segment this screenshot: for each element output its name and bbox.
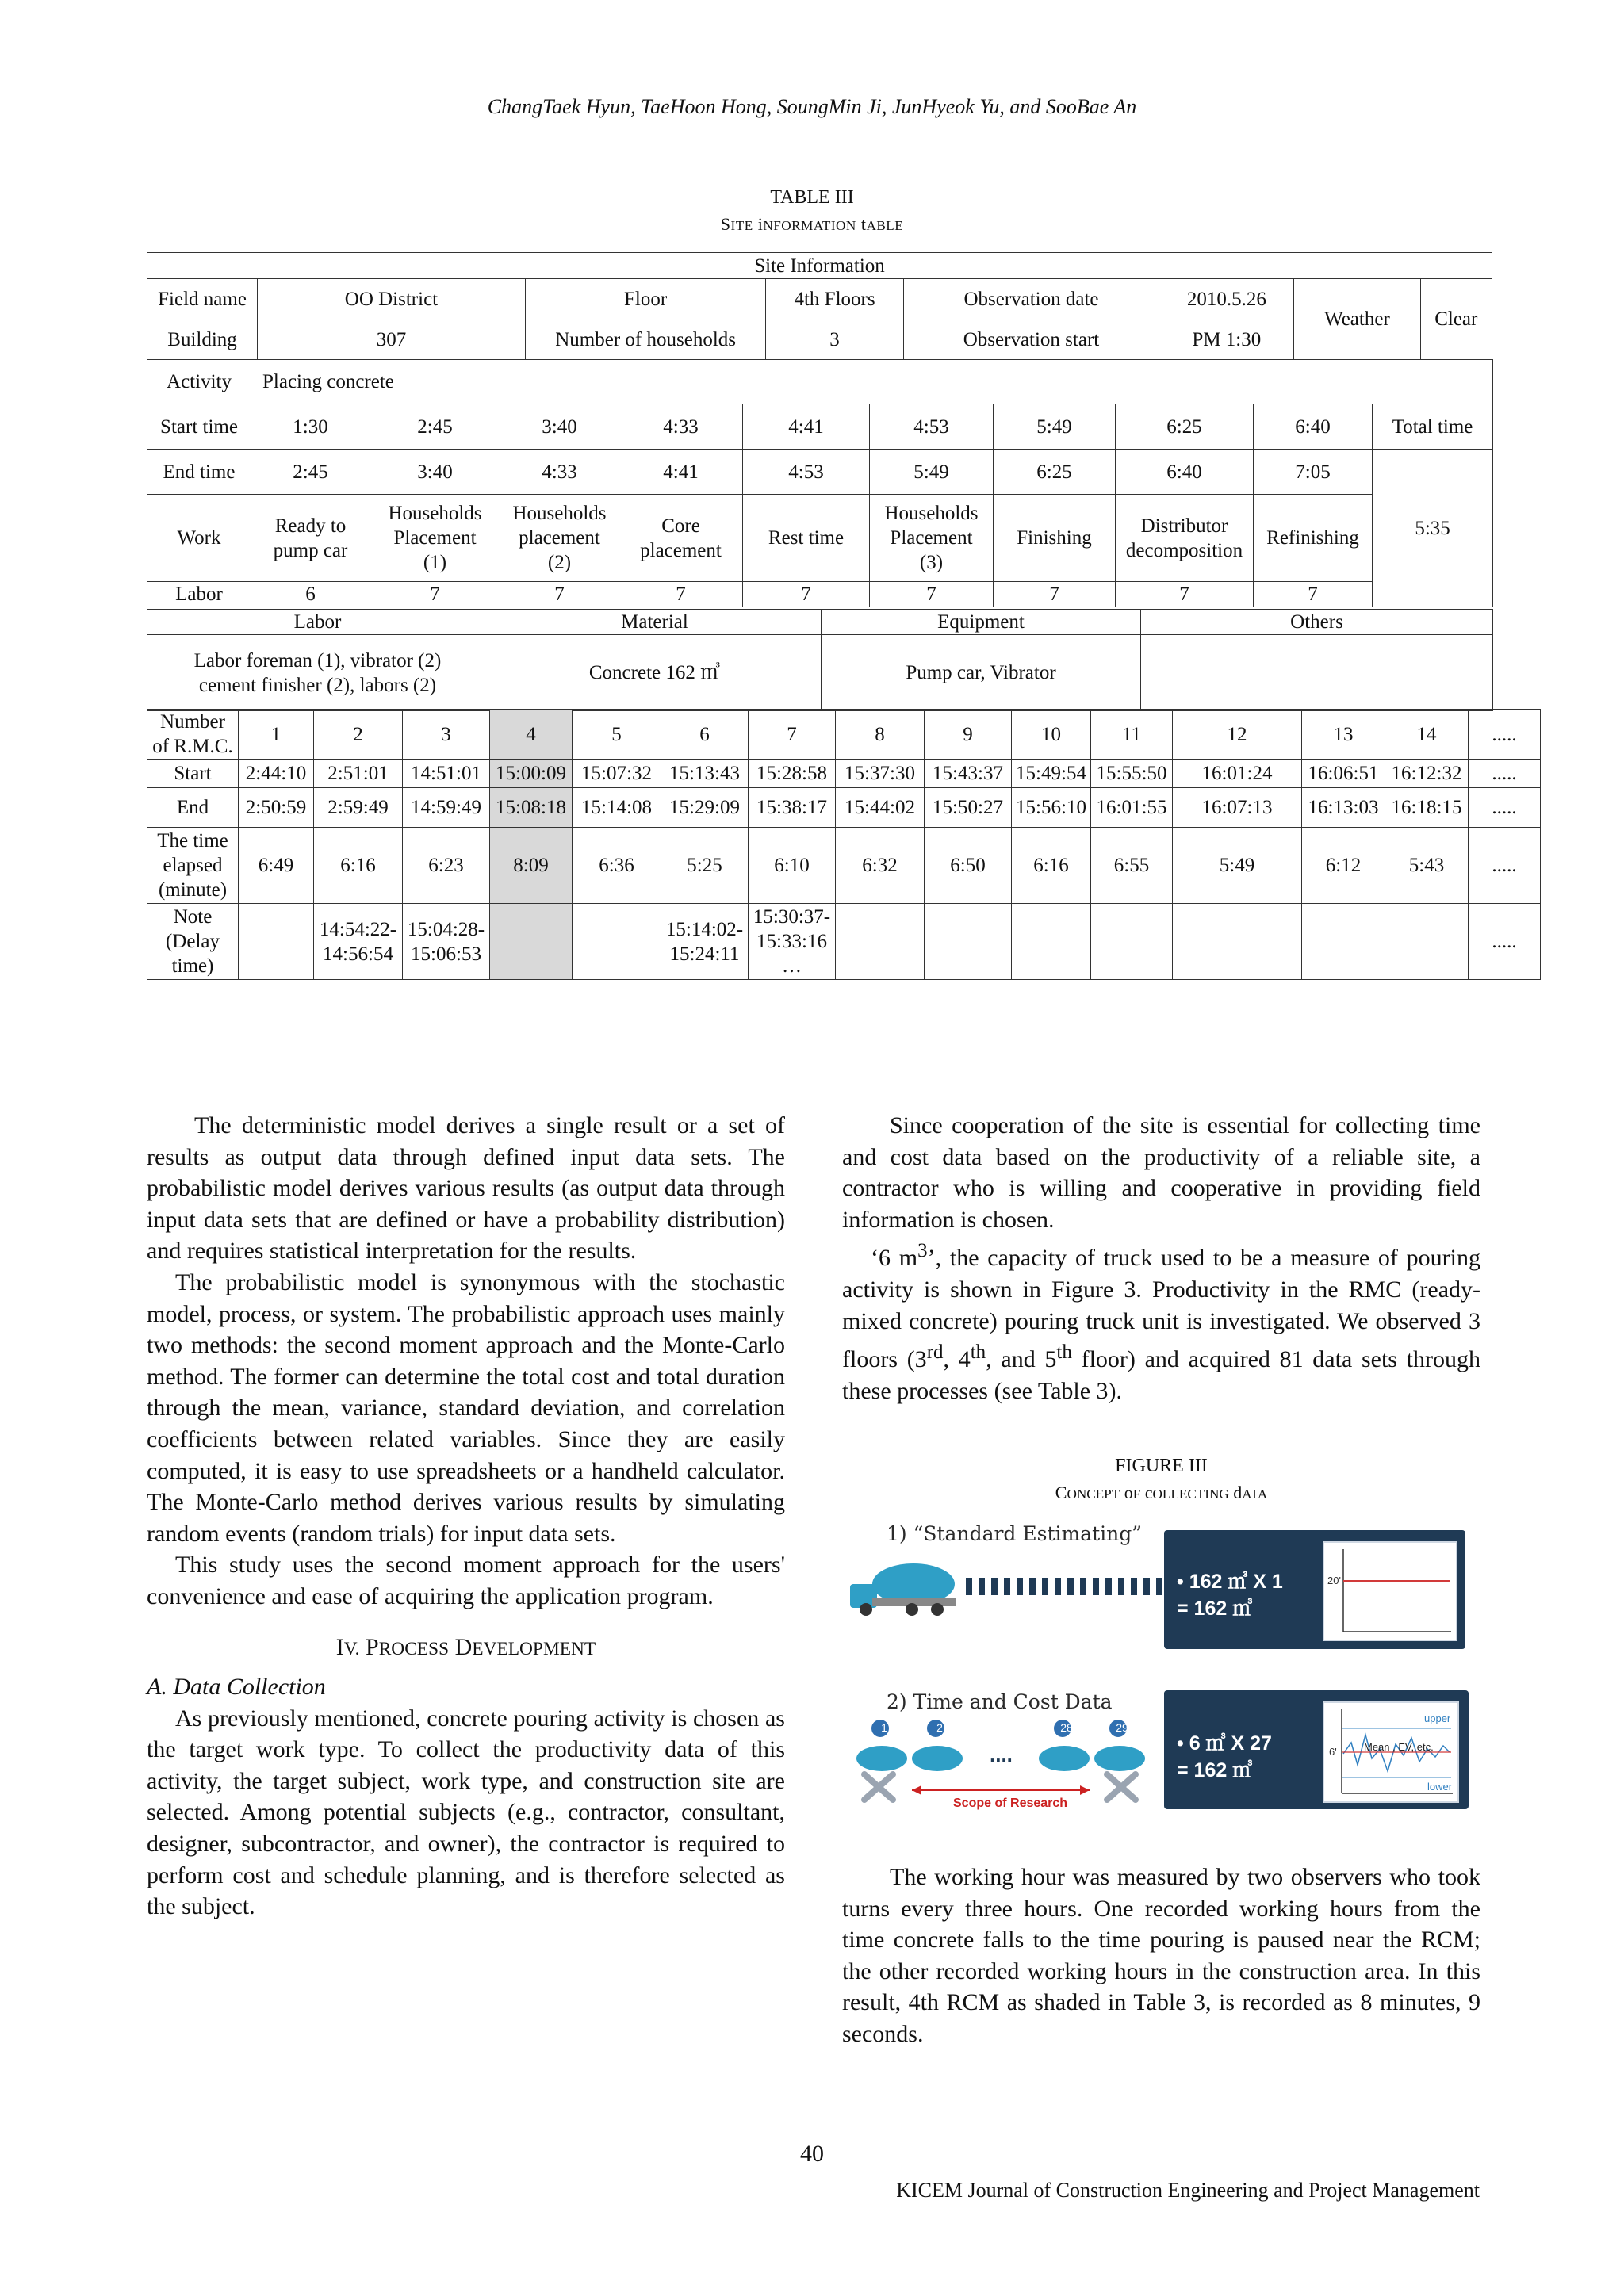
end-time-3: 4:33: [500, 450, 619, 495]
rmc-start-1: 2:44:10: [239, 760, 314, 788]
figure-panel-standard-estimating: [848, 1522, 1459, 1649]
work-item-5: Rest time: [743, 495, 870, 582]
rmc-start-12: 16:01:24: [1173, 760, 1302, 788]
rmc-start-label: Start: [147, 760, 239, 788]
running-head: ChangTaek Hyun, TaeHoon Hong, SoungMin Ji, JunHyeok Yu, and SooBae An: [487, 95, 1137, 118]
rmc-number-5: 5: [573, 710, 661, 760]
rmc-end-12: 16:07:13: [1173, 788, 1302, 828]
work-item-7: Finishing: [994, 495, 1116, 582]
start-time-4: 4:33: [619, 404, 743, 450]
figure-panel-time-cost: [848, 1679, 1459, 1814]
rmc-elapsed-11: 6:55: [1091, 828, 1173, 904]
paragraph-truck-capacity: ‘6 $m^3$’, the capacity of truck used to be a measure of pouring activity is shown in Figure 3. Productivity in the RMC (ready-mixed concrete) pouring truck unit is investigated. We observed 3 floors (3rd, 4th, and 5th floor) and acquired 81 data sets through these processes (see Table 3).: [842, 1240, 1481, 1404]
rmc-end-13: 16:13:03: [1302, 788, 1385, 828]
work-schedule-table: [147, 359, 1493, 607]
rmc-start-2: 2:51:01: [314, 760, 403, 788]
work-item-8: Distributor decomposition: [1116, 495, 1254, 582]
labor-count-1: 6: [251, 582, 370, 607]
rmc-elapsed-5: 6:36: [573, 828, 661, 904]
rmc-note-15: .....: [1469, 904, 1541, 980]
labor-count-9: 7: [1254, 582, 1373, 607]
work-item-4: Core placement: [619, 495, 743, 582]
resource-header-1: Labor: [147, 610, 488, 635]
resource-header-4: Others: [1141, 610, 1493, 635]
rmc-elapsed-8: 6:32: [836, 828, 925, 904]
paragraph-working-hour: The working hour was measured by two observers who took turns every three hours. One recorded working hours from the time concrete falls to the time pouring is paused near the RCM; the other recorded working hours in the construction area. In this result, 4th RCM as shaded in Table 3, is recorded as 8 minutes, 9 seconds.: [842, 1864, 1480, 2047]
rmc-end-1: 2:50:59: [239, 788, 314, 828]
rmc-elapsed-6: 5:25: [661, 828, 749, 904]
total-time-value: 5:35: [1373, 450, 1493, 607]
rmc-end-6: 15:29:09: [661, 788, 749, 828]
panel1-plot: [1323, 1541, 1457, 1641]
observation-start-label: Observation start: [903, 320, 1159, 360]
site-information-table: [147, 252, 1492, 360]
work-label: Work: [147, 495, 251, 582]
start-time-3: 3:40: [500, 404, 619, 450]
panel2-legend-label: Mean , EV, etc.: [1364, 1741, 1434, 1753]
truck-number-1: 1: [881, 1721, 887, 1734]
work-item-3: Households placement (2): [500, 495, 619, 582]
rmc-number-7: 7: [749, 710, 836, 760]
panel2-result-box: [1164, 1690, 1469, 1809]
rmc-note-14: [1385, 904, 1469, 980]
resource-value-3: Pump car, Vibrator: [822, 635, 1141, 711]
labor-count-3: 7: [500, 582, 619, 607]
start-time-2: 2:45: [370, 404, 500, 450]
observation-date-value: 2010.5.26: [1159, 279, 1294, 320]
rmc-elapsed-3: 6:23: [403, 828, 490, 904]
rmc-start-8: 15:37:30: [836, 760, 925, 788]
rmc-number-12: 12: [1173, 710, 1302, 760]
paragraph-approach: This study uses the second moment approach for the users' convenience and ease of acquiring the application program.: [147, 1552, 785, 1609]
rmc-end-15: .....: [1469, 788, 1541, 828]
truck-number-29: 29: [1116, 1721, 1128, 1734]
field-name-value: OO District: [258, 279, 526, 320]
end-time-label: End time: [147, 450, 251, 495]
building-value: 307: [258, 320, 526, 360]
end-time-8: 6:40: [1116, 450, 1254, 495]
observation-start-value: PM 1:30: [1159, 320, 1294, 360]
work-item-1: Ready to pump car: [251, 495, 370, 582]
panel1-label: 1) “Standard Estimating”: [887, 1522, 1143, 1545]
start-time-6: 4:53: [870, 404, 994, 450]
rmc-elapsed-7: 6:10: [749, 828, 836, 904]
truck-number-2: 2: [936, 1721, 943, 1734]
labor-count-5: 7: [743, 582, 870, 607]
rmc-start-9: 15:43:37: [925, 760, 1012, 788]
households-value: 3: [766, 320, 903, 360]
rmc-start-6: 15:13:43: [661, 760, 749, 788]
total-time-label: Total time: [1373, 404, 1493, 450]
rmc-number-11: 11: [1091, 710, 1173, 760]
rmc-end-4: 15:08:18: [490, 788, 573, 828]
rmc-elapsed-10: 6:16: [1012, 828, 1091, 904]
labor-count-7: 7: [994, 582, 1116, 607]
rmc-number-14: 14: [1385, 710, 1469, 760]
rmc-number-8: 8: [836, 710, 925, 760]
end-time-9: 7:05: [1254, 450, 1373, 495]
panel2-ylabel: 6': [1329, 1746, 1337, 1758]
paragraph-probabilistic: The probabilistic model is synonymous with the stochastic model, process, or system. The probabilistic approach uses mainly two methods: the second moment approach and the Monte-Carlo method. The former can determine the total cost and total duration through the mean, variance, standard deviation, and correlation coefficients between related variables. Since they are easily computed, it is easy to use spreadsheets or a handheld calculator. The Monte-Carlo method derives various results by simulating random events (random trials) for input data sets.: [147, 1269, 785, 1547]
rmc-end-11: 16:01:55: [1091, 788, 1173, 828]
section-heading: IV. PROCESS DEVELOPMENT: [335, 1633, 596, 1660]
floor-label: Floor: [525, 279, 766, 320]
rmc-note-5: [573, 904, 661, 980]
panel2-line1: • 6 ㎥ X 27: [1177, 1732, 1272, 1755]
rmc-start-4: 15:00:09: [490, 760, 573, 788]
rmc-note-7: 15:30:37- 15:33:16 …: [749, 904, 836, 980]
note-label: Note (Delay time): [147, 904, 239, 980]
rmc-start-5: 15:07:32: [573, 760, 661, 788]
end-time-4: 4:41: [619, 450, 743, 495]
building-label: Building: [147, 320, 258, 360]
rmc-number-9: 9: [925, 710, 1012, 760]
rmc-end-label: End: [147, 788, 239, 828]
activity-value: Placing concrete: [251, 360, 1493, 404]
right-column-bottom: [842, 1862, 1480, 2050]
table-caption-title: SITE iNFORMATION tABLE: [720, 214, 904, 234]
rmc-start-13: 16:06:51: [1302, 760, 1385, 788]
rmc-note-3: 15:04:28- 15:06:53: [403, 904, 490, 980]
resource-header-2: Material: [488, 610, 822, 635]
rmc-note-1: [239, 904, 314, 980]
rmc-end-10: 15:56:10: [1012, 788, 1091, 828]
journal-footer: KICEM Journal of Construction Engineering and Project Management: [896, 2179, 1480, 2202]
start-time-label: Start time: [147, 404, 251, 450]
rmc-number-label: Number of R.M.C.: [147, 710, 239, 760]
activity-label: Activity: [147, 360, 251, 404]
paragraph-cooperation: Since cooperation of the site is essential for collecting time and cost data based on the productivity of a reliable site, a contractor who is willing and cooperative in providing field information is chosen.: [842, 1112, 1480, 1233]
panel2-dots: ....: [990, 1743, 1013, 1766]
rmc-note-11: [1091, 904, 1173, 980]
rmc-number-13: 13: [1302, 710, 1385, 760]
rmc-note-6: 15:14:02- 15:24:11: [661, 904, 749, 980]
scope-of-research-label: Scope of Research: [953, 1797, 1068, 1810]
floor-value: 4th Floors: [766, 279, 903, 320]
labor-count-4: 7: [619, 582, 743, 607]
weather-label: Weather: [1294, 279, 1420, 360]
labor-label: Labor: [147, 582, 251, 607]
start-time-8: 6:25: [1116, 404, 1254, 450]
end-time-7: 6:25: [994, 450, 1116, 495]
site-info-header: Site Information: [147, 253, 1492, 279]
panel2-label: 2) Time and Cost Data: [887, 1690, 1113, 1713]
rmc-elapsed-13: 6:12: [1302, 828, 1385, 904]
rmc-note-9: [925, 904, 1012, 980]
rmc-end-8: 15:44:02: [836, 788, 925, 828]
rmc-note-10: [1012, 904, 1091, 980]
panel2-plot: [1323, 1701, 1459, 1803]
resources-table: [147, 609, 1493, 711]
rmc-number-3: 3: [403, 710, 490, 760]
end-time-6: 5:49: [870, 450, 994, 495]
end-time-5: 4:53: [743, 450, 870, 495]
resource-value-2: Concrete 162 ㎥: [488, 635, 822, 711]
panel1-result-box: [1164, 1530, 1465, 1649]
rmc-elapsed-15: .....: [1469, 828, 1541, 904]
rmc-end-9: 15:50:27: [925, 788, 1012, 828]
rmc-number-10: 10: [1012, 710, 1091, 760]
rmc-number-1: 1: [239, 710, 314, 760]
resource-value-4: [1141, 635, 1493, 711]
work-item-2: Households Placement (1): [370, 495, 500, 582]
field-name-label: Field name: [147, 279, 258, 320]
rmc-end-5: 15:14:08: [573, 788, 661, 828]
rmc-number-15: .....: [1469, 710, 1541, 760]
panel1-ylabel: 20': [1327, 1575, 1341, 1586]
rmc-start-15: .....: [1469, 760, 1541, 788]
rmc-elapsed-9: 6:50: [925, 828, 1012, 904]
subsection-heading: A. Data Collection: [147, 1674, 326, 1701]
rmc-start-10: 15:49:54: [1012, 760, 1091, 788]
end-time-2: 3:40: [370, 450, 500, 495]
resource-header-3: Equipment: [822, 610, 1141, 635]
labor-count-2: 7: [370, 582, 500, 607]
rmc-end-14: 16:18:15: [1385, 788, 1469, 828]
truck-number-28: 28: [1060, 1721, 1073, 1734]
start-time-1: 1:30: [251, 404, 370, 450]
page-number: 40: [800, 2141, 824, 2167]
end-time-1: 2:45: [251, 450, 370, 495]
elapsed-label: The time elapsed (minute): [147, 828, 239, 904]
weather-value: Clear: [1420, 279, 1492, 360]
rmc-start-11: 15:55:50: [1091, 760, 1173, 788]
panel1-line2: = 162 ㎥: [1177, 1598, 1253, 1620]
start-time-9: 6:40: [1254, 404, 1373, 450]
mixer-truck-icon: [848, 1552, 959, 1616]
rmc-note-12: [1173, 904, 1302, 980]
start-time-5: 4:41: [743, 404, 870, 450]
figure-caption-title: CONCEPT oF cOLLECTING dATA: [1055, 1483, 1268, 1502]
rmc-elapsed-4: 8:09: [490, 828, 573, 904]
left-column: [147, 1110, 785, 1923]
labor-count-8: 7: [1116, 582, 1254, 607]
rmc-number-6: 6: [661, 710, 749, 760]
rmc-note-13: [1302, 904, 1385, 980]
right-column: [842, 1110, 1480, 1406]
rmc-elapsed-2: 6:16: [314, 828, 403, 904]
figure-caption-number: FIGURE III: [1115, 1456, 1208, 1476]
panel2-upper-label: upper: [1424, 1712, 1451, 1724]
rmc-note-8: [836, 904, 925, 980]
rmc-number-2: 2: [314, 710, 403, 760]
resource-value-1: Labor foreman (1), vibrator (2) cement finisher (2), labors (2): [147, 635, 488, 711]
rmc-elapsed-12: 5:49: [1173, 828, 1302, 904]
rmc-note-2: 14:54:22- 14:56:54: [314, 904, 403, 980]
rmc-table: [147, 709, 1541, 980]
rmc-start-7: 15:28:58: [749, 760, 836, 788]
paragraph-data-collection: As previously mentioned, concrete pouring activity is chosen as the target work type. To collect the productivity data of this activity, the target subject, work type, and construction site are selected. Among potential subjects (e.g., contractor, consultant, designer, subcontractor, and owner), the contractor is required to perform cost and schedule planning, and is therefore selected as the subject.: [147, 1705, 785, 1920]
table-caption-number: TABLE III: [770, 187, 854, 208]
rmc-elapsed-1: 6:49: [239, 828, 314, 904]
rmc-elapsed-14: 5:43: [1385, 828, 1469, 904]
panel1-line1: • 162 ㎥ X 1: [1177, 1571, 1283, 1593]
paragraph-deterministic: The deterministic model derives a single result or a set of results as output data through defined input data sets. The probabilistic model derives various results (as output data through input data sets that are defined or have a probability distribution) and requires statistical interpretation for the results.: [147, 1112, 785, 1265]
rmc-start-14: 16:12:32: [1385, 760, 1469, 788]
work-item-9: Refinishing: [1254, 495, 1373, 582]
households-label: Number of households: [525, 320, 766, 360]
rmc-end-7: 15:38:17: [749, 788, 836, 828]
rmc-end-3: 14:59:49: [403, 788, 490, 828]
work-item-6: Households Placement (3): [870, 495, 994, 582]
rmc-end-2: 2:59:49: [314, 788, 403, 828]
panel2-line2: = 162 ㎥: [1177, 1759, 1253, 1781]
observation-date-label: Observation date: [903, 279, 1159, 320]
panel2-lower-label: lower: [1427, 1781, 1453, 1793]
rmc-note-4: [490, 904, 573, 980]
labor-count-6: 7: [870, 582, 994, 607]
rmc-start-3: 14:51:01: [403, 760, 490, 788]
start-time-7: 5:49: [994, 404, 1116, 450]
rmc-number-4: 4: [490, 710, 573, 760]
